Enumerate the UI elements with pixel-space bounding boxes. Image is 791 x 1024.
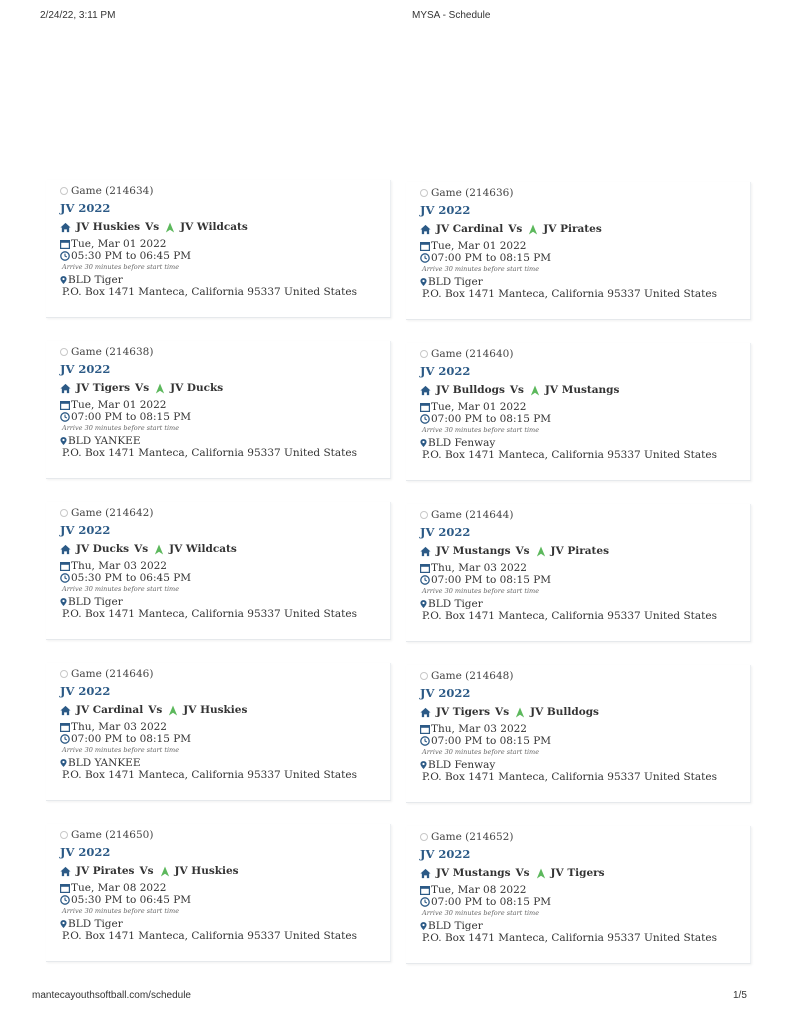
game-time: 07:00 PM to 08:15 PM [431, 252, 552, 264]
matchup [60, 220, 390, 234]
clock-icon [60, 895, 70, 905]
field-address: P.O. Box 1471 Manteca, California 95337 United States [422, 449, 717, 461]
away-team: JV Ducks [170, 382, 224, 394]
away-team: JV Mustangs [544, 384, 620, 396]
game-card [406, 182, 751, 320]
date-row [420, 401, 750, 413]
arrival-note: Arrive 30 minutes before start time [422, 748, 540, 756]
location-row [60, 596, 390, 608]
home-icon [420, 546, 431, 557]
game-time: 05:30 PM to 06:45 PM [71, 572, 192, 584]
matchup [60, 703, 390, 717]
date-row [420, 240, 750, 252]
game-radio[interactable] [420, 189, 428, 197]
game-radio[interactable] [60, 670, 68, 678]
game-date: Tue, Mar 01 2022 [431, 240, 527, 252]
time-row [420, 896, 750, 908]
matchup [420, 544, 750, 558]
vs-label: Vs [135, 382, 150, 394]
away-team: JV Tigers [550, 867, 605, 879]
vs-label: Vs [515, 867, 530, 879]
game-id-row [60, 345, 390, 359]
date-row [60, 721, 390, 733]
arrival-note: Arrive 30 minutes before start time [62, 263, 180, 271]
calendar-icon [60, 561, 70, 571]
game-id: Game (214646) [71, 668, 154, 680]
away-team: JV Pirates [550, 545, 609, 557]
clock-icon [420, 897, 430, 907]
flag-icon [160, 866, 170, 877]
matchup [420, 222, 750, 236]
clock-icon [60, 251, 70, 261]
game-radio[interactable] [60, 831, 68, 839]
game-time: 05:30 PM to 06:45 PM [71, 894, 192, 906]
calendar-icon [420, 563, 430, 573]
away-team: JV Wildcats [180, 221, 248, 233]
division-label[interactable]: JV 2022 [420, 686, 471, 700]
arrival-note: Arrive 30 minutes before start time [422, 426, 540, 434]
game-date: Thu, Mar 03 2022 [431, 562, 527, 574]
location-row [60, 435, 390, 447]
field-name[interactable]: BLD Fenway [428, 437, 496, 449]
map-pin-icon [60, 919, 67, 929]
flag-icon [515, 707, 525, 718]
away-team: JV Wildcats [169, 543, 237, 555]
division-label[interactable]: JV 2022 [420, 203, 471, 217]
clock-icon [60, 734, 70, 744]
field-name[interactable]: BLD Tiger [68, 918, 123, 930]
game-id: Game (214638) [71, 346, 154, 358]
field-address: P.O. Box 1471 Manteca, California 95337 United States [62, 930, 357, 942]
game-id-row [420, 508, 750, 522]
game-id: Game (214640) [431, 348, 514, 360]
away-team: JV Pirates [543, 223, 602, 235]
game-radio[interactable] [60, 509, 68, 517]
division-label[interactable]: JV 2022 [60, 845, 111, 859]
map-pin-icon [60, 275, 67, 285]
game-radio[interactable] [60, 348, 68, 356]
game-date: Tue, Mar 08 2022 [431, 884, 527, 896]
home-team: JV Tigers [76, 382, 131, 394]
arrival-note: Arrive 30 minutes before start time [422, 265, 540, 273]
vs-label: Vs [139, 865, 154, 877]
location-row [420, 276, 750, 288]
game-time: 07:00 PM to 08:15 PM [71, 733, 192, 745]
flag-icon [528, 224, 538, 235]
field-name[interactable]: BLD Tiger [68, 596, 123, 608]
home-team: JV Ducks [76, 543, 130, 555]
game-card [46, 341, 391, 479]
vs-label: Vs [515, 545, 530, 557]
game-id-row [420, 669, 750, 683]
map-pin-icon [60, 758, 67, 768]
home-icon [420, 224, 431, 235]
game-time: 07:00 PM to 08:15 PM [431, 896, 552, 908]
game-card [46, 824, 391, 962]
clock-icon [420, 575, 430, 585]
home-team: JV Cardinal [76, 704, 144, 716]
print-url: mantecayouthsoftball.com/schedule [32, 990, 191, 1001]
home-team: JV Mustangs [436, 545, 511, 557]
game-radio[interactable] [420, 350, 428, 358]
game-id: Game (214644) [431, 509, 514, 521]
field-name[interactable]: BLD Fenway [428, 759, 496, 771]
division-label[interactable]: JV 2022 [420, 847, 471, 861]
time-row [420, 574, 750, 586]
field-address: P.O. Box 1471 Manteca, California 95337 United States [62, 608, 357, 620]
vs-label: Vs [495, 706, 510, 718]
flag-icon [154, 544, 164, 555]
flag-icon [536, 868, 546, 879]
date-row [60, 238, 390, 250]
location-row [60, 757, 390, 769]
field-name[interactable]: BLD Tiger [428, 598, 483, 610]
home-icon [60, 383, 71, 394]
game-date: Tue, Mar 01 2022 [71, 238, 167, 250]
home-icon [420, 385, 431, 396]
field-address: P.O. Box 1471 Manteca, California 95337 United States [62, 286, 357, 298]
game-date: Tue, Mar 08 2022 [71, 882, 167, 894]
game-date: Thu, Mar 03 2022 [71, 560, 167, 572]
arrival-note: Arrive 30 minutes before start time [62, 907, 180, 915]
date-row [420, 562, 750, 574]
date-row [420, 884, 750, 896]
game-card [46, 180, 391, 318]
time-row [420, 413, 750, 425]
arrival-note: Arrive 30 minutes before start time [62, 424, 180, 432]
game-id: Game (214642) [71, 507, 154, 519]
game-card [406, 343, 751, 481]
game-id: Game (214650) [71, 829, 154, 841]
field-name[interactable]: BLD Tiger [428, 276, 483, 288]
flag-icon [536, 546, 546, 557]
home-icon [60, 705, 71, 716]
game-card [46, 502, 391, 640]
clock-icon [60, 412, 70, 422]
location-row [60, 274, 390, 286]
game-id: Game (214648) [431, 670, 514, 682]
location-row [420, 598, 750, 610]
game-card [406, 504, 751, 642]
game-id-row [420, 186, 750, 200]
game-time: 07:00 PM to 08:15 PM [431, 574, 552, 586]
division-label[interactable]: JV 2022 [420, 364, 471, 378]
field-address: P.O. Box 1471 Manteca, California 95337 United States [422, 288, 717, 300]
date-row [420, 723, 750, 735]
game-time: 05:30 PM to 06:45 PM [71, 250, 192, 262]
time-row [60, 894, 390, 906]
map-pin-icon [60, 597, 67, 607]
field-name[interactable]: BLD Tiger [428, 920, 483, 932]
game-radio[interactable] [60, 187, 68, 195]
game-card [46, 663, 391, 801]
game-date: Thu, Mar 03 2022 [71, 721, 167, 733]
map-pin-icon [420, 760, 427, 770]
home-team: JV Bulldogs [436, 384, 505, 396]
division-label[interactable]: JV 2022 [60, 362, 111, 376]
home-icon [420, 707, 431, 718]
calendar-icon [420, 241, 430, 251]
away-team: JV Huskies [183, 704, 248, 716]
calendar-icon [60, 883, 70, 893]
vs-label: Vs [145, 221, 160, 233]
game-card [406, 826, 751, 964]
matchup [420, 383, 750, 397]
date-row [60, 560, 390, 572]
clock-icon [60, 573, 70, 583]
matchup [60, 864, 390, 878]
division-label[interactable]: JV 2022 [60, 684, 111, 698]
home-team: JV Tigers [436, 706, 491, 718]
field-name[interactable]: BLD YANKEE [68, 757, 141, 769]
field-address: P.O. Box 1471 Manteca, California 95337 United States [422, 771, 717, 783]
game-radio[interactable] [420, 511, 428, 519]
game-id-row [420, 347, 750, 361]
field-address: P.O. Box 1471 Manteca, California 95337 United States [422, 610, 717, 622]
print-datetime: 2/24/22, 3:11 PM [40, 10, 116, 21]
division-label[interactable]: JV 2022 [420, 525, 471, 539]
home-icon [420, 868, 431, 879]
game-id-row [60, 828, 390, 842]
clock-icon [420, 253, 430, 263]
vs-label: Vs [509, 384, 524, 396]
game-date: Tue, Mar 01 2022 [71, 399, 167, 411]
time-row [60, 411, 390, 423]
home-team: JV Pirates [76, 865, 135, 877]
flag-icon [165, 222, 175, 233]
arrival-note: Arrive 30 minutes before start time [62, 746, 180, 754]
time-row [60, 572, 390, 584]
game-id-row [420, 830, 750, 844]
clock-icon [420, 736, 430, 746]
map-pin-icon [420, 599, 427, 609]
home-icon [60, 866, 71, 877]
matchup [60, 381, 390, 395]
game-radio[interactable] [420, 833, 428, 841]
time-row [420, 735, 750, 747]
home-icon [60, 544, 71, 555]
map-pin-icon [420, 921, 427, 931]
game-id-row [60, 184, 390, 198]
game-id: Game (214634) [71, 185, 154, 197]
arrival-note: Arrive 30 minutes before start time [62, 585, 180, 593]
home-team: JV Mustangs [436, 867, 511, 879]
home-team: JV Huskies [76, 221, 141, 233]
game-id-row [60, 667, 390, 681]
game-date: Tue, Mar 01 2022 [431, 401, 527, 413]
location-row [420, 920, 750, 932]
date-row [60, 399, 390, 411]
field-name[interactable]: BLD YANKEE [68, 435, 141, 447]
matchup [420, 866, 750, 880]
game-date: Thu, Mar 03 2022 [431, 723, 527, 735]
calendar-icon [420, 724, 430, 734]
time-row [60, 733, 390, 745]
game-time: 07:00 PM to 08:15 PM [431, 735, 552, 747]
game-id-row [60, 506, 390, 520]
calendar-icon [60, 400, 70, 410]
field-address: P.O. Box 1471 Manteca, California 95337 United States [422, 932, 717, 944]
home-icon [60, 222, 71, 233]
flag-icon [155, 383, 165, 394]
calendar-icon [420, 885, 430, 895]
matchup [420, 705, 750, 719]
map-pin-icon [60, 436, 67, 446]
location-row [420, 437, 750, 449]
game-id: Game (214636) [431, 187, 514, 199]
vs-label: Vs [134, 543, 149, 555]
flag-icon [168, 705, 178, 716]
calendar-icon [60, 239, 70, 249]
arrival-note: Arrive 30 minutes before start time [422, 909, 540, 917]
location-row [420, 759, 750, 771]
division-label[interactable]: JV 2022 [60, 523, 111, 537]
print-page-title: MYSA - Schedule [412, 10, 491, 21]
away-team: JV Bulldogs [530, 706, 599, 718]
field-name[interactable]: BLD Tiger [68, 274, 123, 286]
home-team: JV Cardinal [436, 223, 504, 235]
game-id: Game (214652) [431, 831, 514, 843]
print-page-number: 1/5 [733, 990, 747, 1001]
location-row [60, 918, 390, 930]
date-row [60, 882, 390, 894]
calendar-icon [420, 402, 430, 412]
division-label[interactable]: JV 2022 [60, 201, 111, 215]
map-pin-icon [420, 438, 427, 448]
field-address: P.O. Box 1471 Manteca, California 95337 United States [62, 769, 357, 781]
flag-icon [530, 385, 540, 396]
calendar-icon [60, 722, 70, 732]
time-row [420, 252, 750, 264]
vs-label: Vs [508, 223, 523, 235]
game-time: 07:00 PM to 08:15 PM [71, 411, 192, 423]
game-card [406, 665, 751, 803]
time-row [60, 250, 390, 262]
game-time: 07:00 PM to 08:15 PM [431, 413, 552, 425]
game-radio[interactable] [420, 672, 428, 680]
away-team: JV Huskies [174, 865, 239, 877]
matchup [60, 542, 390, 556]
arrival-note: Arrive 30 minutes before start time [422, 587, 540, 595]
map-pin-icon [420, 277, 427, 287]
clock-icon [420, 414, 430, 424]
field-address: P.O. Box 1471 Manteca, California 95337 United States [62, 447, 357, 459]
vs-label: Vs [148, 704, 163, 716]
